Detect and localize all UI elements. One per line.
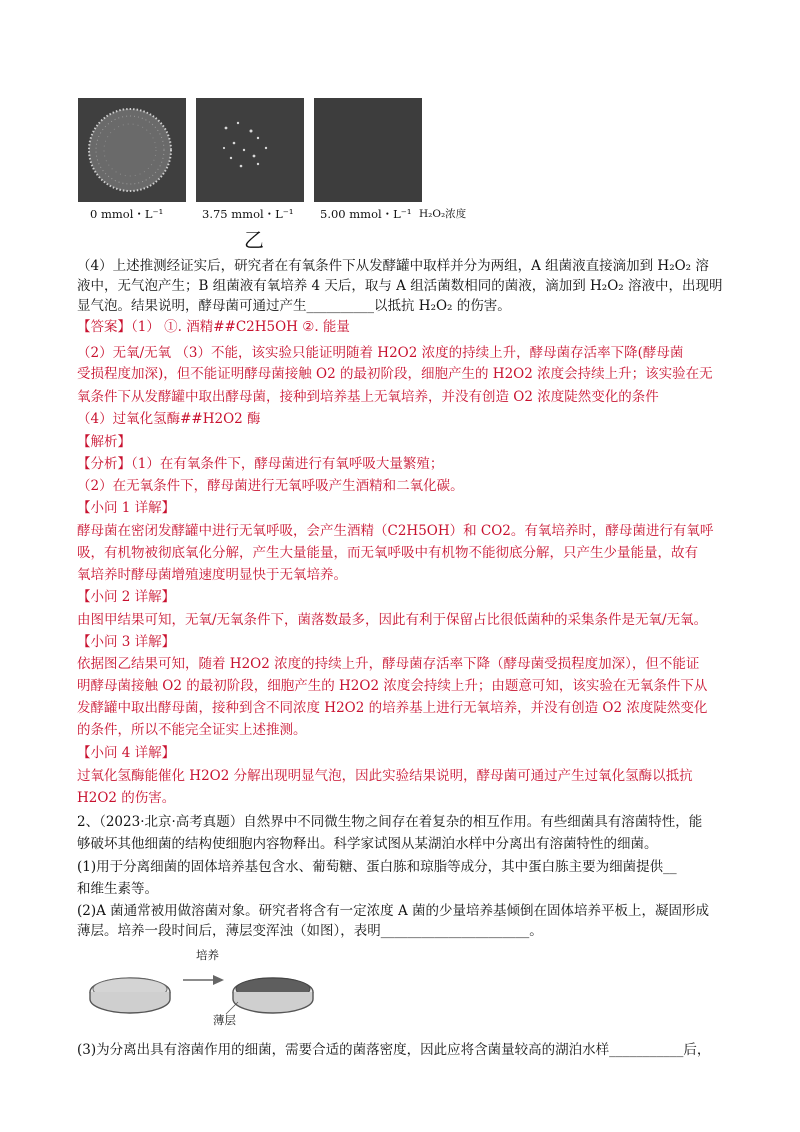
figure-label: 乙 <box>244 228 264 252</box>
text-line: (2)A 菌通常被用做溶菌对象。研究者将含有一定浓度 A 菌的少量培养基倾倒在固体培养平板上，凝固形成 <box>77 903 709 919</box>
text-line: 氧培养时酵母菌增殖速度明显快于无氧培养。 <box>77 567 347 583</box>
text-line: 薄层。培养一段时间后，薄层变浑浊（如图），表明______________________。 <box>77 923 543 939</box>
text-line: 氧条件下从发酵罐中取出酵母菌，接种到培养基上无氧培养，并没有创造 O2 浓度陡然变化的条件 <box>77 389 659 405</box>
text-line: 的条件，所以不能完全证实上述推测。 <box>77 722 307 738</box>
text-line: 【解析】 <box>77 434 131 450</box>
text-line: 【小问 3 详解】 <box>77 634 176 650</box>
text-line: 液中，无气泡产生；B 组菌液有氧培养 4 天后，取与 A 组活菌数相同的菌液，滴加到 H₂O₂ 溶液中，出现明 <box>77 278 723 294</box>
text-line: 【答案】（1） ①. 酒精##C2H5OH ②. 能量 <box>77 319 350 335</box>
text-line: H2O2 的伤害。 <box>77 790 176 806</box>
text-line: 受损程度加深)，但不能证明酵母菌接触 O2 的最初阶段，细胞产生的 H2O2 浓度会持续上升；该实验在无 <box>77 366 713 382</box>
text-line: (1)用于分离细菌的固体培养基包含水、葡萄糖、蛋白胨和琼脂等成分，其中蛋白胨主要为细菌提供__ <box>77 859 677 875</box>
dish-label-culture: 培养 <box>196 948 219 962</box>
text-line: 显气泡。结果说明，酵母菌可通过产生__________以抵抗 H₂O₂ 的伤害。 <box>77 298 511 314</box>
text-line: 够破坏其他细菌的结构使细胞内容物释出。科学家试图从某湖泊水样中分离出有溶菌特性的细菌。 <box>77 836 658 852</box>
dish-label-layer: 薄层 <box>213 1013 236 1027</box>
text-line: 【分析】（1）在有氧条件下，酵母菌进行有氧呼吸大量繁殖； <box>77 456 444 472</box>
plate-5.00mmol-image <box>314 98 422 202</box>
text-line: （4）上述推测经证实后，研究者在有氧条件下从发酵罐中取样并分为两组，A 组菌液直接滴加到 H₂O₂ 溶 <box>77 258 709 274</box>
question-3-line: (3)为分离出具有溶菌作用的细菌，需要合适的菌落密度，因此应将含菌量较高的湖泊水样___________后， <box>77 1042 711 1058</box>
text-line: 由图甲结果可知，无氧/无氧条件下，菌落数最多，因此有利于保留占比很低菌种的采集条件是无氧/无氧。 <box>77 612 708 628</box>
text-line: 酵母菌在密闭发酵罐中进行无氧呼吸，会产生酒精（C2H5OH）和 CO2。有氧培养时，酵母菌进行有氧呼 <box>77 523 714 539</box>
text-line: 依据图乙结果可知，随着 H2O2 浓度的持续上升，酵母菌存活率下降（酵母菌受损程度加深），但不能证 <box>77 656 700 672</box>
text-line: 【小问 1 详解】 <box>77 500 176 516</box>
text-line: （4）过氧化氢酶##H2O2 酶 <box>77 411 261 427</box>
text-line: 吸，有机物被彻底氧化分解，产生大量能量，而无氧呼吸中有机物不能彻底分解，只产生少量能量，故有 <box>77 545 698 561</box>
text-line: 和维生素等。 <box>77 881 158 897</box>
text-line: 【小问 2 详解】 <box>77 589 176 605</box>
text-line: （2）无氧/无氧 （3）不能，该实验只能证明随着 H2O2 浓度的持续上升，酵母菌存活率下降(酵母菌 <box>77 345 684 361</box>
petri-dish-figure <box>88 952 328 1031</box>
text-line: 2、（2023·北京·高考真题）自然界中不同微生物之间存在着复杂的相互作用。有些细菌具有溶菌特性，能 <box>77 814 703 830</box>
plate-3.75mmol-image <box>196 98 304 202</box>
caption-3.75: 3.75 mmol・L⁻¹ <box>202 207 294 221</box>
caption-0: 0 mmol・L⁻¹ <box>90 207 164 221</box>
text-line: 发酵罐中取出酵母菌，接种到含不同浓度 H2O2 的培养基上进行无氧培养，并没有创造 O2 浓度陡然变化 <box>77 700 708 716</box>
caption-h2o2: H₂O₂浓度 <box>419 208 467 220</box>
text-line: （2）在无氧条件下，酵母菌进行无氧呼吸产生酒精和二氧化碳。 <box>77 478 464 494</box>
text-line: 明酵母菌接触 O2 的最初阶段，细胞产生的 H2O2 浓度会持续上升；由题意可知，该实验在无氧条件下从 <box>77 678 708 694</box>
caption-5.00: 5.00 mmol・L⁻¹ <box>320 207 412 221</box>
text-line: 【小问 4 详解】 <box>77 745 176 761</box>
text-line: 过氧化氢酶能催化 H2O2 分解出现明显气泡，因此实验结果说明，酵母菌可通过产生过氧化氢酶以抵抗 <box>77 768 693 784</box>
plate-0mmol-image <box>78 98 186 202</box>
